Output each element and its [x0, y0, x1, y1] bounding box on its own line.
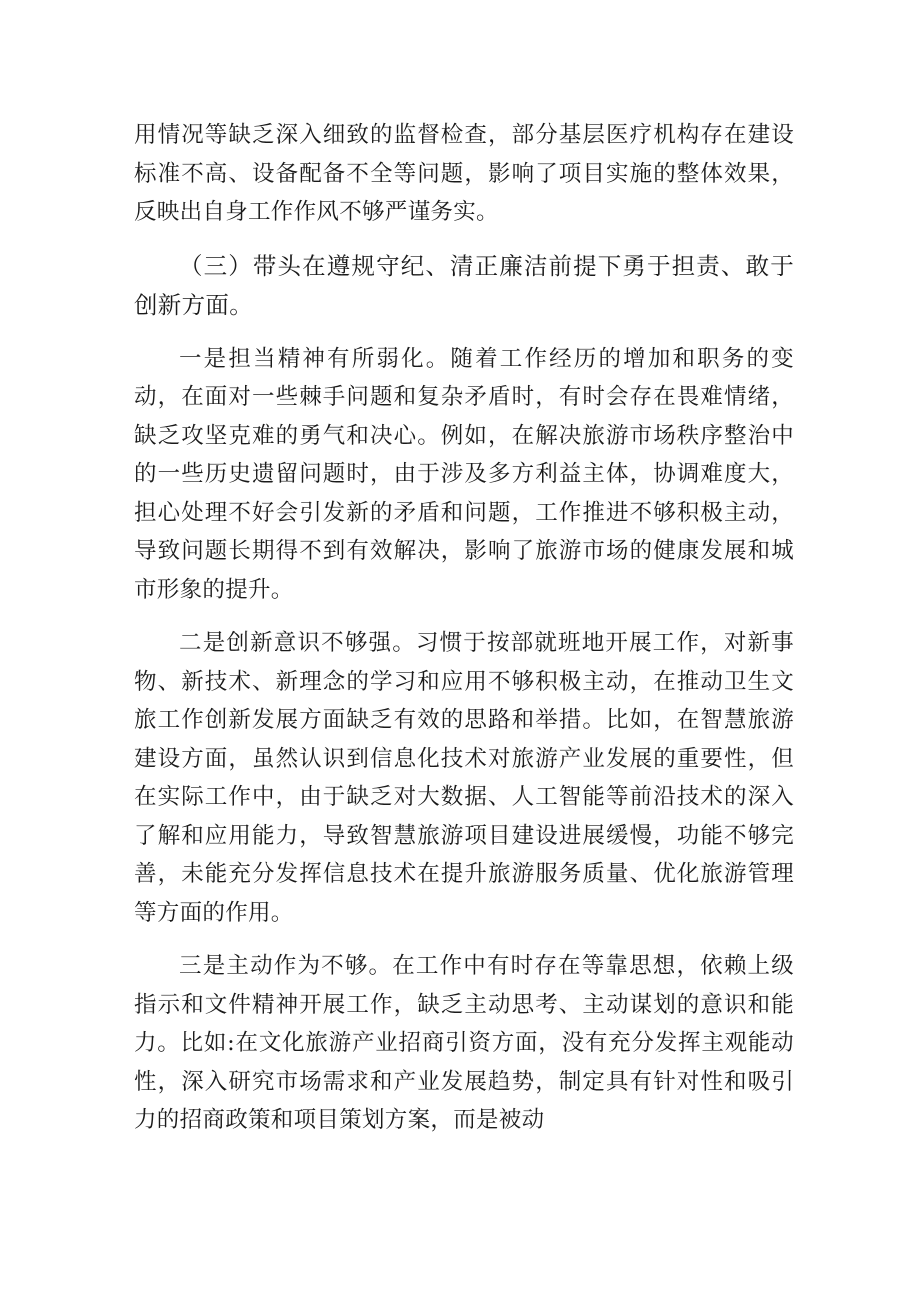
paragraph-point-one: 一是担当精神有所弱化。随着工作经历的增加和职务的变动，在面对一些棘手问题和复杂矛盾时，有时会存在畏难情绪，缺乏攻坚克难的勇气和决心。例如，在解决旅游市场秩序整治中的一些历史遗留问题时，由于涉及多方利益主体，协调难度大，担心处理不好会引发新的矛盾和问题，工作推进不够积极主动，导致问题长期得不到有效解决，影响了旅游市场的健康发展和城市形象的提升。: [134, 345, 794, 603]
paragraph-continuation: 用情况等缺乏深入细致的监督检查，部分基层医疗机构存在建设标准不高、设备配备不全等问题，影响了项目实施的整体效果，反映出自身工作作风不够严谨务实。: [134, 122, 794, 225]
document-body: [134, 116, 794, 1155]
section-heading-three: （三）带头在遵规守纪、清正廉洁前提下勇于担责、敢于创新方面。: [134, 251, 794, 319]
paragraph-point-three: 三是主动作为不够。在工作中有时存在等靠思想，依赖上级指示和文件精神开展工作，缺乏主动思考、主动谋划的意识和能力。比如:在文化旅游产业招商引资方面，没有充分发挥主观能动性，深入研究市场需求和产业发展趋势，制定具有针对性和吸引力的招商政策和项目策划方案，而是被动: [134, 953, 794, 1133]
paragraph-point-two: 二是创新意识不够强。习惯于按部就班地开展工作，对新事物、新技术、新理念的学习和应用不够积极主动，在推动卫生文旅工作创新发展方面缺乏有效的思路和举措。比如，在智慧旅游建设方面，虽然认识到信息化技术对旅游产业发展的重要性，但在实际工作中，由于缺乏对大数据、人工智能等前沿技术的深入了解和应用能力，导致智慧旅游项目建设进展缓慢，功能不够完善，未能充分发挥信息技术在提升旅游服务质量、优化旅游管理等方面的作用。: [134, 630, 794, 926]
